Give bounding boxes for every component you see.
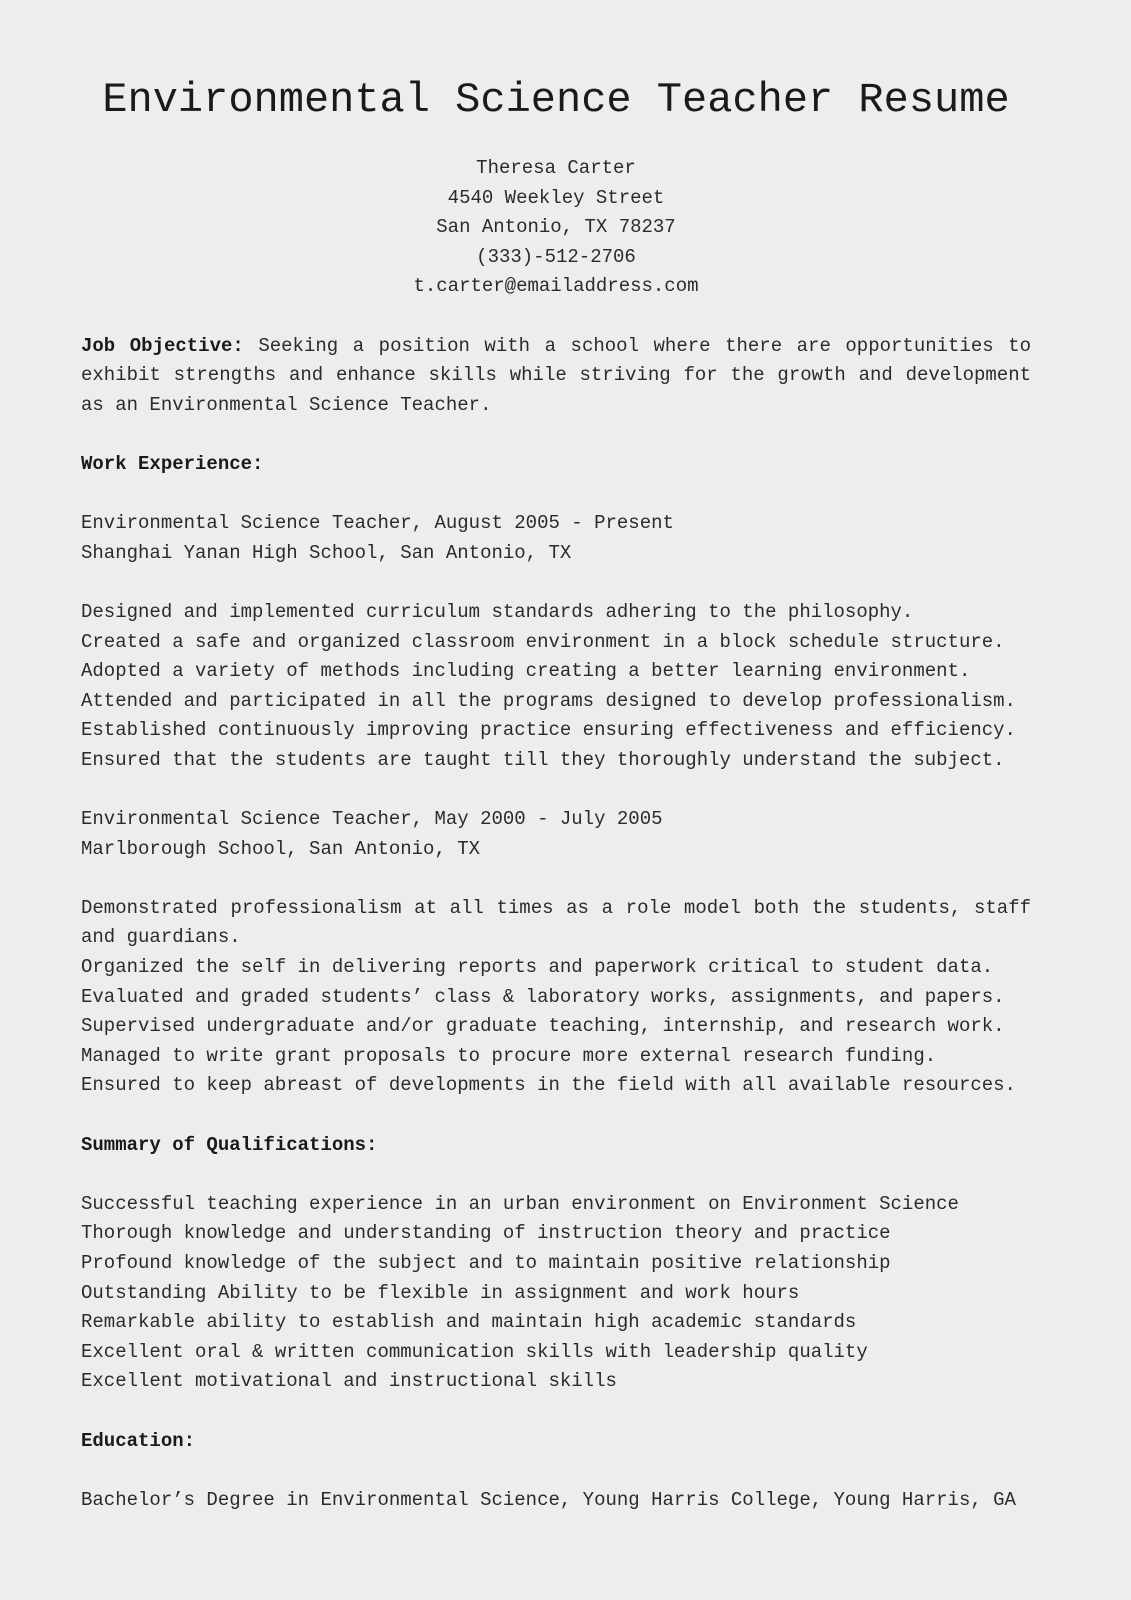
page-title: Environmental Science Teacher Resume	[102, 76, 1010, 124]
qualification-item: Successful teaching experience in an urban environment on Environment Science	[81, 1192, 959, 1215]
spacer	[81, 1160, 1031, 1190]
spacer	[81, 302, 1031, 332]
job-duty: Attended and participated in all the programs designed to develop professionalism.	[81, 689, 1016, 712]
job-objective-text: Seeking a position with a school where there are opportunities to exhibit strengths and enhance skills while striving for the growth and development as an Environmental Science Teacher.	[81, 334, 1031, 416]
spacer	[81, 1101, 1031, 1131]
job-duty: Created a safe and organized classroom environment in a block schedule structure.	[81, 630, 1005, 653]
spacer	[81, 480, 1031, 510]
job-title-line: Environmental Science Teacher, August 2005 - Present	[81, 512, 674, 535]
work-experience-heading: Work Experience:	[81, 452, 264, 475]
spacer	[81, 1397, 1031, 1427]
spacer	[81, 420, 1031, 450]
contact-city: San Antonio, TX 78237	[436, 216, 676, 239]
job-duty: Demonstrated professionalism at all times as a role model both the students, staff and guardians.	[81, 896, 1031, 949]
job-duty: Adopted a variety of methods including creating a better learning environment.	[81, 660, 971, 683]
job-objective	[81, 332, 1031, 421]
contact-block	[81, 154, 1031, 302]
contact-street: 4540 Weekley Street	[447, 186, 665, 209]
job-place-line: Shanghai Yanan High School, San Antonio, TX	[81, 541, 572, 564]
qualification-item: Thorough knowledge and understanding of instruction theory and practice	[81, 1222, 891, 1245]
qualification-item: Outstanding Ability to be flexible in assignment and work hours	[81, 1281, 800, 1304]
spacer	[81, 568, 1031, 598]
job-duty: Established continuously improving practice ensuring effectiveness and efficiency.	[81, 719, 1016, 742]
qualifications-heading: Summary of Qualifications:	[81, 1133, 378, 1156]
job-place-line: Marlborough School, San Antonio, TX	[81, 837, 481, 860]
qualification-item: Remarkable ability to establish and maintain high academic standards	[81, 1311, 857, 1334]
spacer	[81, 864, 1031, 894]
job-duty: Supervised undergraduate and/or graduate teaching, internship, and research work.	[81, 1015, 1005, 1038]
job-entry-1	[81, 509, 1031, 775]
spacer	[81, 1456, 1031, 1486]
contact-phone: (333)-512-2706	[476, 245, 636, 268]
job-duty: Designed and implemented curriculum standards adhering to the philosophy.	[81, 600, 914, 623]
education-heading: Education:	[81, 1429, 196, 1452]
job-duty: Ensured to keep abreast of developments in the field with all available resources.	[81, 1074, 1016, 1097]
contact-name: Theresa Carter	[476, 157, 636, 179]
education-entry: Bachelor’s Degree in Environmental Science, Young Harris College, Young Harris, GA	[81, 1488, 1016, 1511]
job-duty: Ensured that the students are taught till they thoroughly understand the subject.	[81, 748, 1005, 771]
job-duty: Managed to write grant proposals to procure more external research funding.	[81, 1044, 937, 1067]
job-duty: Organized the self in delivering reports and paperwork critical to student data.	[81, 956, 994, 979]
contact-email: t.carter@emailaddress.com	[413, 275, 699, 298]
qualifications-list	[81, 1190, 1031, 1397]
job-title-line: Environmental Science Teacher, May 2000 - July 2005	[81, 808, 663, 831]
job-duty: Evaluated and graded students’ class & laboratory works, assignments, and papers.	[81, 985, 1005, 1008]
qualification-item: Profound knowledge of the subject and to maintain positive relationship	[81, 1251, 891, 1274]
qualification-item: Excellent motivational and instructional skills	[81, 1370, 617, 1393]
job-entry-2	[81, 805, 1031, 1101]
job-objective-label: Job Objective:	[81, 334, 244, 357]
qualification-item: Excellent oral & written communication skills with leadership quality	[81, 1340, 868, 1363]
spacer	[81, 775, 1031, 805]
